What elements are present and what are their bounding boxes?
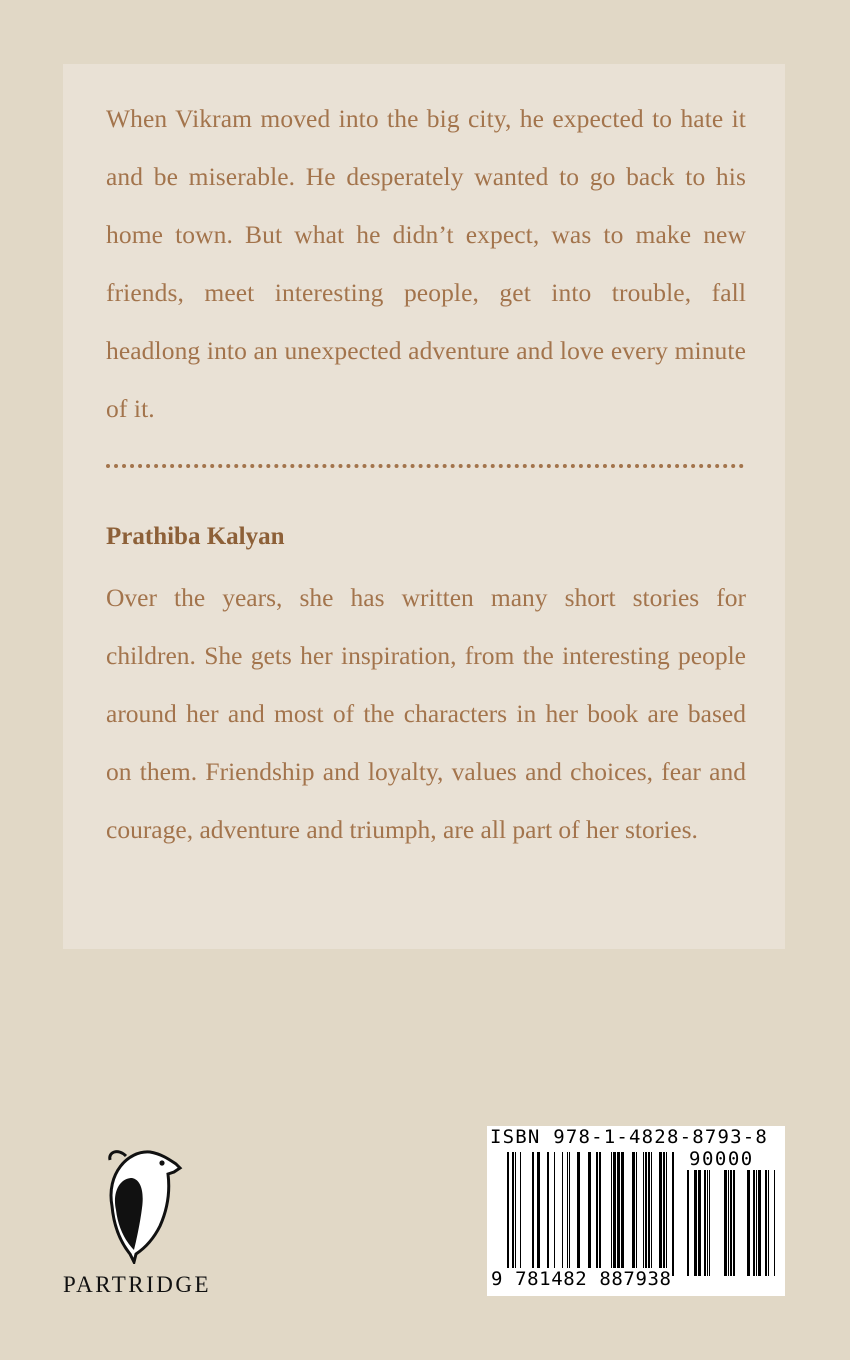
barcode-digits: 9 781482 887938 bbox=[491, 1268, 672, 1290]
barcode-bar bbox=[707, 1170, 708, 1276]
barcode-bar bbox=[728, 1170, 729, 1276]
author-name: Prathiba Kalyan bbox=[106, 523, 285, 550]
barcode-bar bbox=[636, 1152, 637, 1276]
barcode-bar bbox=[547, 1152, 549, 1276]
barcode-bar bbox=[645, 1152, 647, 1276]
barcode-bar bbox=[663, 1152, 665, 1276]
barcode-bar bbox=[577, 1152, 580, 1276]
barcode-bar bbox=[704, 1170, 706, 1276]
barcode-bar bbox=[774, 1170, 775, 1276]
barcode-bar bbox=[648, 1152, 650, 1276]
barcode-bar bbox=[730, 1170, 732, 1276]
publisher-name: PARTRIDGE bbox=[63, 1272, 212, 1297]
barcode-bar bbox=[599, 1152, 601, 1276]
back-cover-panel bbox=[63, 64, 785, 949]
author-bio bbox=[106, 569, 746, 859]
barcode-bar bbox=[569, 1152, 570, 1276]
barcode-bar bbox=[765, 1170, 767, 1276]
barcode-bar bbox=[758, 1170, 761, 1276]
book-blurb bbox=[106, 90, 746, 438]
barcode-bar bbox=[632, 1152, 635, 1276]
isbn-label: ISBN 978-1-4828-8793-8 bbox=[490, 1126, 769, 1148]
barcode-bar bbox=[567, 1152, 568, 1276]
barcode-bar bbox=[687, 1170, 689, 1276]
barcode-bar bbox=[724, 1170, 727, 1276]
price-code: 90000 bbox=[689, 1148, 754, 1170]
addon-barcode-bars bbox=[687, 1170, 779, 1276]
barcode-bar bbox=[613, 1152, 616, 1276]
barcode-bar bbox=[756, 1170, 757, 1276]
barcode-bar bbox=[554, 1152, 555, 1276]
barcode-bar bbox=[515, 1152, 516, 1276]
barcode-bar bbox=[666, 1152, 667, 1276]
isbn-barcode bbox=[487, 1126, 785, 1296]
barcode-bar bbox=[694, 1170, 697, 1276]
barcode-bar bbox=[588, 1152, 591, 1276]
blurb-text: When Vikram moved into the big city, he expected to hate it and be miserable. He desperately wanted to go back to his home town. But what he didn’t expect, was to make new friends, meet interesting people, get into trouble, fall headlong into an unexpected adventure and love every minute of it. bbox=[106, 104, 746, 423]
barcode-bar bbox=[596, 1152, 598, 1276]
barcode-bar bbox=[611, 1152, 612, 1276]
barcode-bar bbox=[532, 1152, 534, 1276]
author-bio-text: Over the years, she has written many short stories for children. She gets her inspiration, from the interesting people around her and most of the characters in her book are based on them. Friendship and loyalty, values and choices, fear and courage, adventure and triumph, are all part of her stories. bbox=[106, 583, 746, 844]
dotted-divider bbox=[106, 464, 744, 468]
barcode-bar bbox=[768, 1170, 769, 1276]
barcode-bar bbox=[507, 1152, 509, 1276]
barcode-bar bbox=[733, 1170, 735, 1276]
barcode-bar bbox=[747, 1170, 750, 1276]
barcode-bar bbox=[651, 1152, 652, 1276]
barcode-bar bbox=[672, 1152, 674, 1276]
barcode-bar bbox=[537, 1152, 540, 1276]
barcode-bar bbox=[753, 1170, 755, 1276]
barcode-bar bbox=[520, 1152, 521, 1276]
barcode-bar bbox=[643, 1152, 644, 1276]
barcode-bar bbox=[659, 1152, 662, 1276]
barcode-bar bbox=[698, 1170, 701, 1276]
partridge-bird-icon bbox=[104, 1146, 184, 1264]
barcode-bars bbox=[507, 1152, 677, 1276]
barcode-bar bbox=[709, 1170, 710, 1276]
barcode-bar bbox=[562, 1152, 563, 1276]
barcode-bar bbox=[512, 1152, 514, 1276]
barcode-bar bbox=[617, 1152, 620, 1276]
barcode-bar bbox=[621, 1152, 624, 1276]
